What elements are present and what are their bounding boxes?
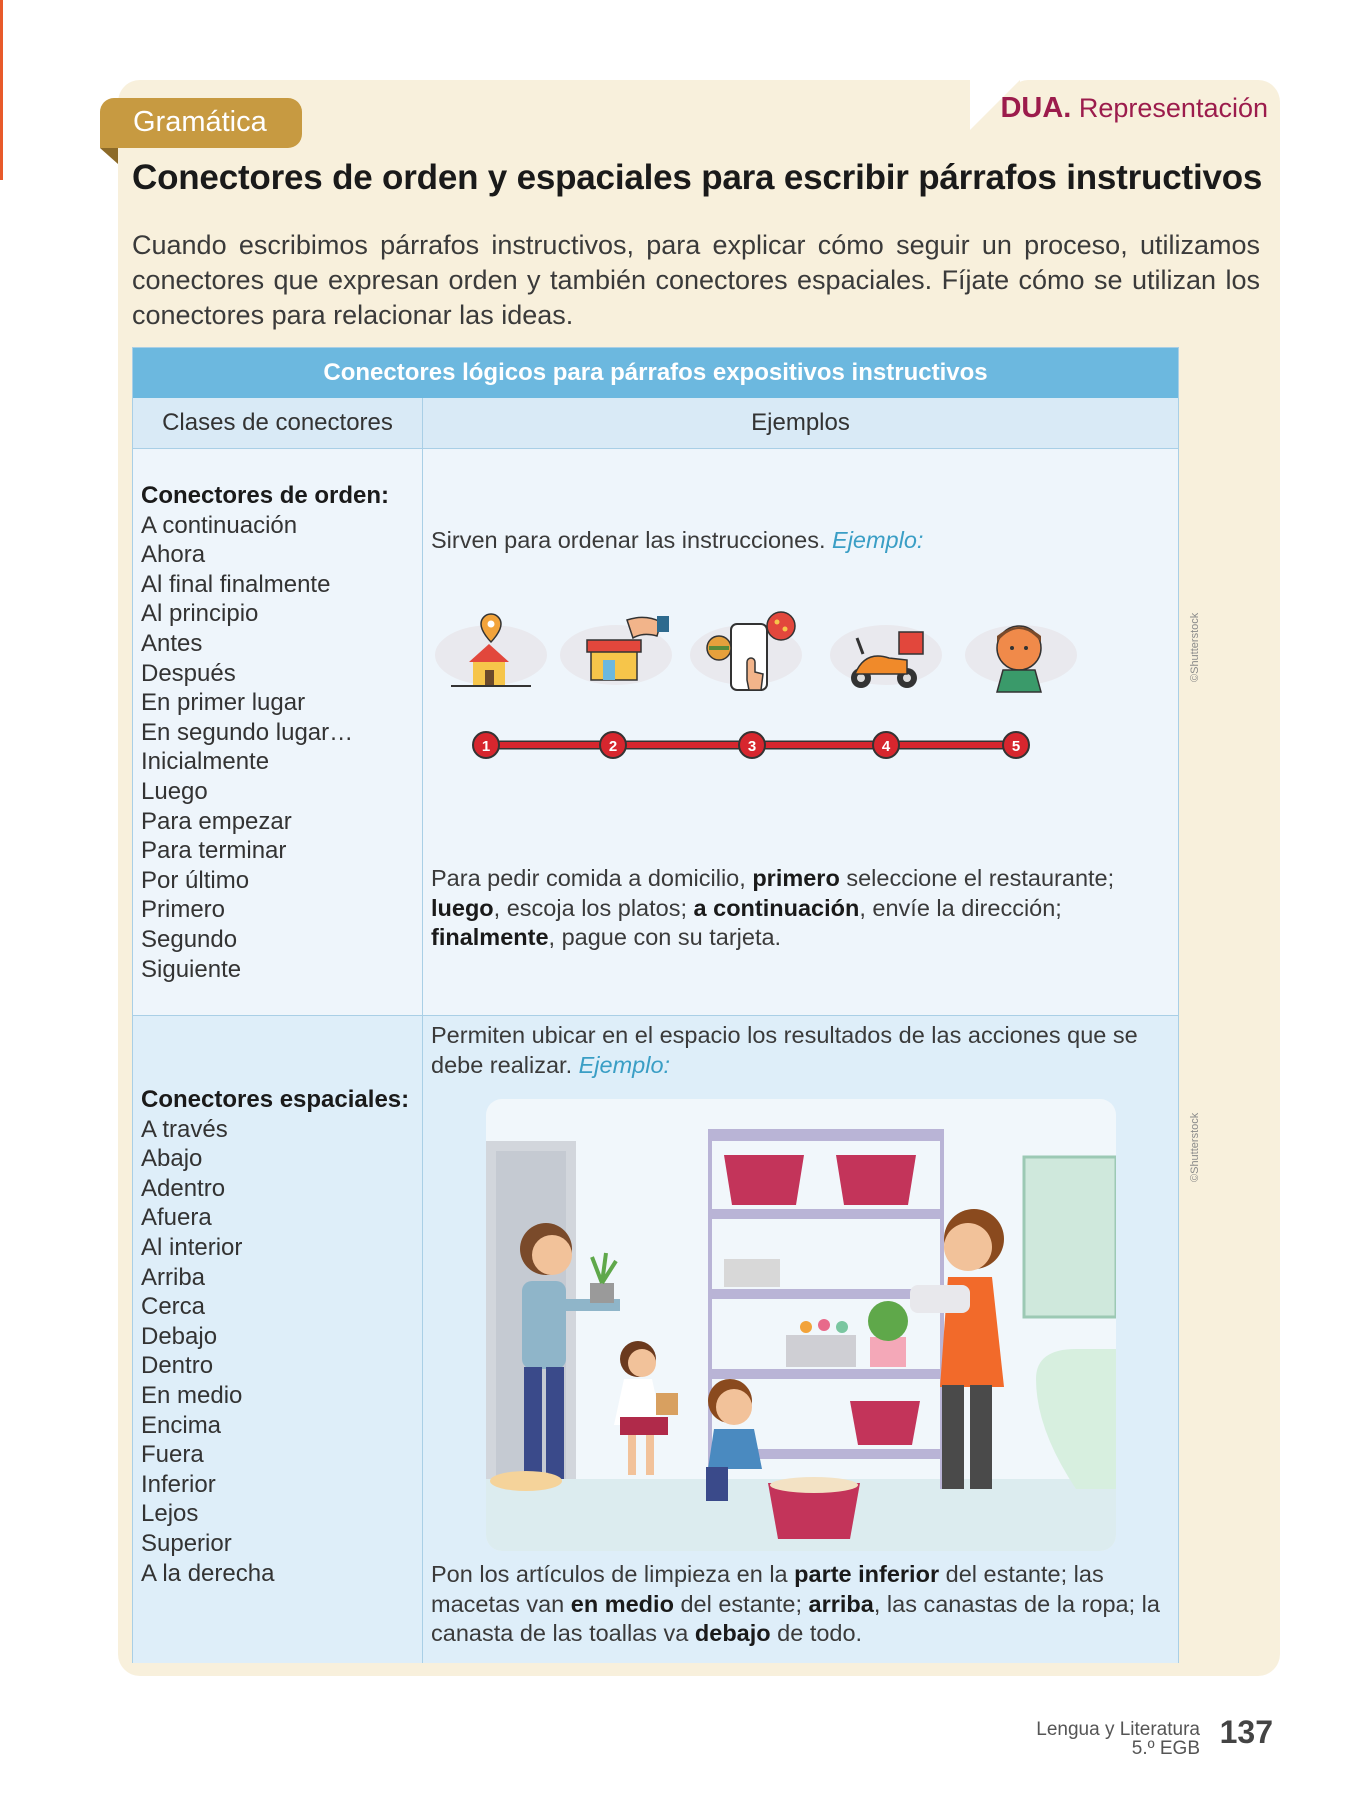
- order-example-keyword-4: finalmente: [431, 924, 549, 950]
- spatial-description: [431, 1021, 1171, 1080]
- list-item: Lejos: [141, 1500, 199, 1528]
- spatial-example-text-2: del estante; las macetas van: [431, 1561, 1104, 1617]
- dua-label: [1000, 92, 1268, 125]
- dua-strong: DUA.: [1000, 92, 1072, 124]
- list-item: Dentro: [141, 1352, 214, 1380]
- list-item: A continuación: [141, 511, 298, 539]
- order-example-text-3: , escoja los platos;: [493, 894, 694, 921]
- section-tab-fold: [100, 148, 118, 164]
- image-credit-1: ©Shutterstock: [1189, 612, 1201, 682]
- step-number-2: 2: [608, 738, 618, 755]
- list-item: Afuera: [141, 1204, 212, 1232]
- order-description: [431, 526, 1171, 556]
- order-example-text-2: seleccione el restaurante;: [839, 865, 1115, 891]
- column-divider: [422, 398, 423, 1663]
- list-item: En primer lugar: [141, 689, 306, 717]
- spatial-example-label: Ejemplo:: [578, 1051, 671, 1078]
- order-steps-illustration: [431, 610, 1171, 800]
- spatial-example-text-1: Pon los artículos de limpieza en la: [431, 1561, 795, 1587]
- list-item: Encima: [141, 1411, 222, 1439]
- delivery-scooter-icon: [830, 625, 942, 688]
- footer-subject-name: Lengua y Literatura: [1036, 1719, 1200, 1740]
- dua-text: Representación: [1078, 93, 1268, 123]
- spatial-example-text-4: , las canastas de la ropa; la canasta de las toallas va: [431, 1590, 1160, 1646]
- section-tab: Gramática: [100, 98, 302, 148]
- list-item: Adentro: [141, 1174, 226, 1202]
- order-connectors-heading: Conectores de orden:: [141, 482, 390, 509]
- order-example-label: Ejemplo:: [832, 527, 924, 553]
- list-item: Al principio: [141, 600, 259, 628]
- list-item: Para terminar: [141, 837, 287, 865]
- list-item: Arriba: [141, 1263, 206, 1291]
- order-example-paragraph: [431, 864, 1171, 953]
- list-item: Inferior: [141, 1470, 216, 1498]
- list-item: Después: [141, 659, 236, 687]
- spatial-intro-text: Permiten ubicar en el espacio los resultados de las acciones que se debe realizar.: [431, 1022, 1138, 1078]
- list-item: Antes: [141, 629, 203, 657]
- image-credit-2: ©Shutterstock: [1189, 1112, 1201, 1182]
- spatial-example-text-5: de todo.: [770, 1620, 863, 1646]
- footer-subject: [1036, 1720, 1200, 1758]
- list-item: Superior: [141, 1529, 232, 1557]
- delivery-person-icon: [965, 625, 1077, 692]
- list-item: Para empezar: [141, 807, 292, 835]
- order-example-text-1: Para pedir comida a domicilio,: [431, 865, 753, 891]
- shop-hand-icon: [560, 616, 672, 685]
- list-item: Primero: [141, 896, 226, 924]
- list-item: A la derecha: [141, 1559, 275, 1587]
- intro-paragraph: Cuando escribimos párrafos instructivos, para explicar cómo seguir un proceso, utilizamos conectores que expresan orden y también conectores espaciales. Fíjate cómo se utilizan los conectores para relacionar las ideas.: [132, 230, 1260, 330]
- list-item: Abajo: [141, 1145, 203, 1173]
- order-example-keyword-1: primero: [752, 865, 840, 891]
- page-title: Conectores de orden y espaciales para escribir párrafos instructivos: [132, 158, 1263, 197]
- table-column-headers: [133, 398, 1178, 449]
- list-item: Cerca: [141, 1293, 206, 1321]
- shelf-family-illustration: [486, 1099, 1116, 1551]
- list-item: Al interior: [141, 1233, 243, 1261]
- list-item: Debajo: [141, 1322, 218, 1350]
- spatial-example-keyword-1: parte inferior: [794, 1561, 940, 1587]
- list-item: Luego: [141, 777, 208, 805]
- order-intro-text: Sirven para ordenar las instrucciones.: [431, 527, 826, 553]
- list-item: En medio: [141, 1381, 243, 1409]
- list-item: Al final finalmente: [141, 570, 331, 598]
- table-header: Conectores lógicos para párrafos expositivos instructivos: [133, 348, 1178, 398]
- spatial-example-keyword-2: en medio: [570, 1590, 674, 1617]
- page-number: 137: [1219, 1714, 1273, 1750]
- spatial-example-text-3: del estante;: [673, 1590, 809, 1617]
- step-number-3: 3: [747, 738, 757, 755]
- step-number-5: 5: [1011, 738, 1021, 755]
- spatial-example-paragraph: [431, 1560, 1171, 1649]
- spatial-example-keyword-4: debajo: [694, 1620, 771, 1646]
- location-house-icon: [435, 614, 547, 686]
- step-number-4: 4: [881, 738, 891, 755]
- list-item: Fuera: [141, 1441, 204, 1469]
- list-item: Por último: [141, 866, 250, 894]
- phone-order-icon: [690, 612, 802, 690]
- list-item: Siguiente: [141, 955, 242, 983]
- column-header-examples: Ejemplos: [751, 409, 850, 436]
- list-item: A través: [141, 1115, 228, 1143]
- list-item: Ahora: [141, 541, 206, 569]
- order-example-keyword-3: a continuación: [693, 894, 860, 921]
- column-header-classes: Clases de conectores: [162, 409, 393, 436]
- footer-grade: 5.º EGB: [1131, 1738, 1200, 1759]
- spatial-connectors-heading: Conectores espaciales:: [141, 1086, 410, 1113]
- edge-accent-bar: [0, 0, 3, 180]
- spatial-example-keyword-3: arriba: [808, 1590, 874, 1617]
- step-number-1: 1: [481, 738, 491, 755]
- order-example-text-4: , envíe la dirección;: [859, 894, 1062, 921]
- order-example-keyword-2: luego: [431, 894, 494, 921]
- spatial-connectors-list: [141, 1085, 416, 1588]
- connectors-table: [132, 347, 1179, 1663]
- list-item: Segundo: [141, 925, 238, 953]
- order-example-text-5: , pague con su tarjeta.: [548, 924, 782, 950]
- list-item: En segundo lugar…: [141, 718, 354, 746]
- list-item: Inicialmente: [141, 748, 270, 776]
- order-connectors-list: [141, 481, 416, 984]
